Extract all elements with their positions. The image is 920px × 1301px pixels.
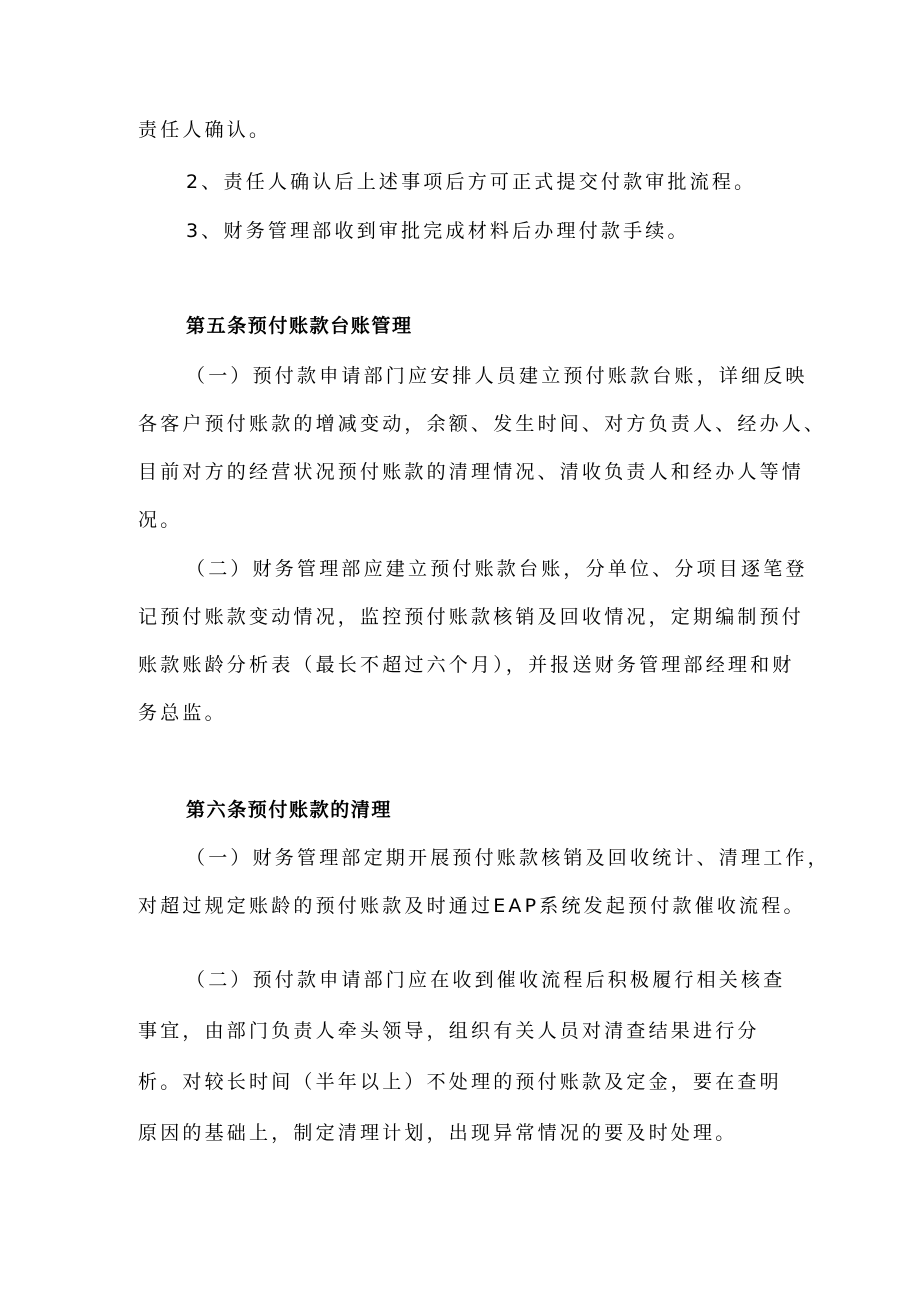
paragraph-line: 各客户预付账款的增减变动，余额、发生时间、对方负责人、经办人、 (138, 413, 827, 435)
paragraph-line: 对超过规定账龄的预付账款及时通过EAP系统发起预付款催收流程。 (138, 895, 806, 917)
paragraph-line: 务总监。 (138, 702, 227, 724)
paragraph-line: 析。对较长时间（半年以上）不处理的预付账款及定金，要在查明 (138, 1071, 782, 1093)
list-item-3: 3、财务管理部收到审批完成材料后办理付款手续。 (186, 220, 690, 242)
paragraph-line: （二）预付款申请部门应在收到催收流程后积极履行相关核查 (186, 969, 786, 991)
paragraph-line: （一）预付款申请部门应安排人员建立预付账款台账，详细反映 (186, 365, 808, 387)
paragraph-line: 原因的基础上，制定清理计划，出现异常情况的要及时处理。 (138, 1122, 738, 1144)
paragraph-line: 目前对方的经营状况预付账款的清理情况、清收负责人和经办人等情 (138, 461, 805, 483)
paragraph-line: （二）财务管理部应建立预付账款台账，分单位、分项目逐笔登 (186, 558, 808, 580)
paragraph-line: 事宜，由部门负责人牵头领导，组织有关人员对清查结果进行分 (138, 1020, 760, 1042)
paragraph-line: 责任人确认。 (138, 119, 272, 141)
paragraph-line: 况。 (138, 509, 183, 531)
section-heading-5: 第五条预付账款台账管理 (186, 315, 413, 337)
paragraph-line: 账款账龄分析表（最长不超过六个月），并报送财务管理部经理和财 (138, 654, 795, 676)
paragraph-line: 记预付账款变动情况，监控预付账款核销及回收情况，定期编制预付 (138, 606, 805, 628)
paragraph-line: （一）财务管理部定期开展预付账款核销及回收统计、清理工作， (186, 847, 830, 869)
list-item-2: 2、责任人确认后上述事项后方可正式提交付款审批流程。 (186, 171, 757, 193)
section-heading-6: 第六条预付账款的清理 (186, 799, 393, 821)
